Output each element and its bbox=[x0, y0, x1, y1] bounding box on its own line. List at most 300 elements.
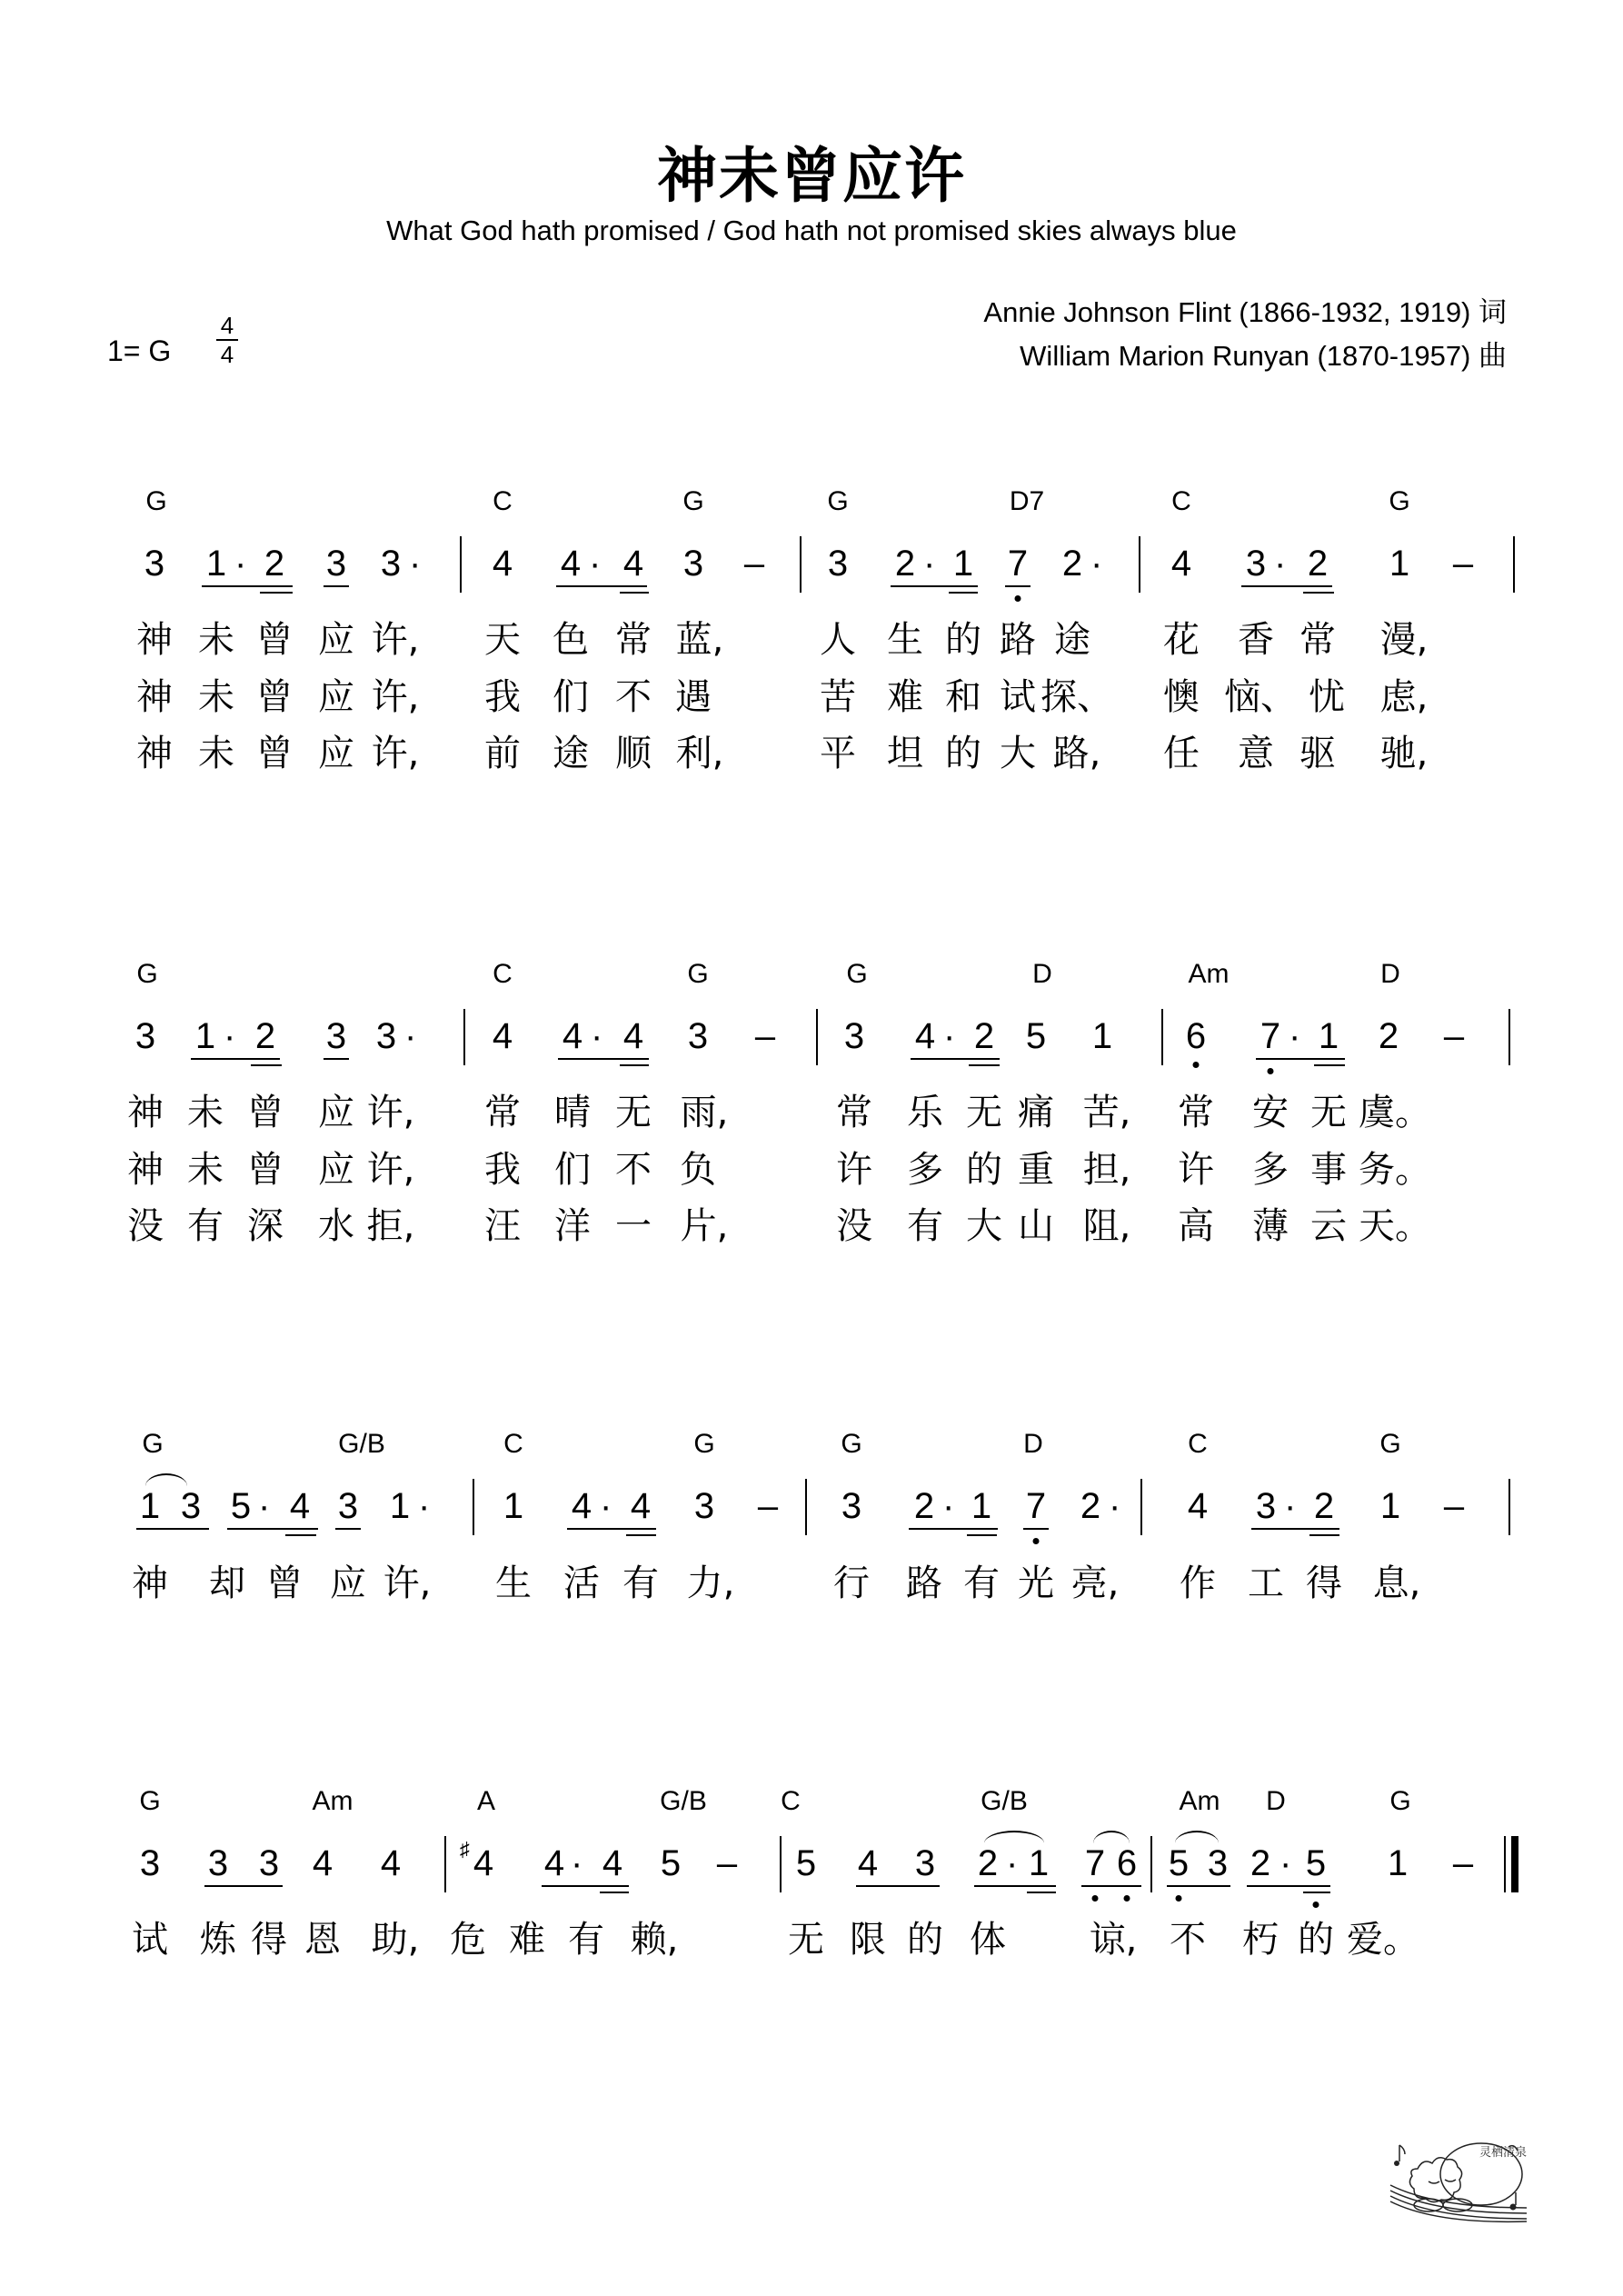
lyric-char: 天。 bbox=[1359, 1205, 1431, 1247]
chord-symbol: C bbox=[1171, 486, 1191, 516]
lyric-char: 一 bbox=[615, 1205, 652, 1247]
lyric-char: 坦 bbox=[887, 733, 923, 774]
chord-symbol: G bbox=[682, 486, 704, 516]
note: 7 bbox=[1025, 1486, 1047, 1526]
lyric-char: 许, bbox=[371, 619, 420, 661]
note: 3 bbox=[693, 1486, 715, 1526]
lyric-char: 亮, bbox=[1070, 1562, 1120, 1604]
lyric-char: 未 bbox=[198, 733, 234, 774]
lyric-char: 路, bbox=[1052, 733, 1101, 774]
augmentation-dot: · bbox=[600, 1486, 612, 1526]
lyric-char: 安 bbox=[1252, 1092, 1289, 1133]
note: 3 bbox=[1255, 1486, 1277, 1526]
dash-extension: – bbox=[1443, 1486, 1465, 1526]
lyric-char: 恼、 bbox=[1224, 676, 1297, 718]
lyric-char: 高 bbox=[1178, 1205, 1214, 1247]
barline bbox=[780, 1836, 782, 1892]
note: 2 bbox=[1080, 1486, 1101, 1526]
lyric-char: 生 bbox=[495, 1562, 532, 1604]
note: 4 bbox=[562, 1016, 583, 1056]
slur-tie bbox=[1175, 1831, 1219, 1843]
augmentation-dot: · bbox=[589, 544, 602, 584]
dash-extension: – bbox=[1452, 1843, 1474, 1883]
duration-underline bbox=[191, 1058, 280, 1060]
time-sig-bottom: 4 bbox=[220, 341, 234, 368]
lyric-char: 的 bbox=[1298, 1919, 1334, 1961]
lyric-char: 应 bbox=[318, 733, 354, 774]
duration-underline bbox=[1005, 585, 1031, 587]
note: 3 bbox=[337, 1486, 359, 1526]
chord-symbol: G bbox=[687, 959, 709, 989]
chord-symbol: G bbox=[1389, 486, 1410, 516]
note: 1 bbox=[1028, 1843, 1050, 1883]
lyric-char: 行 bbox=[833, 1562, 870, 1604]
duration-underline bbox=[204, 1885, 283, 1887]
lyric-char: 有 bbox=[187, 1205, 224, 1247]
lyric-char: 苦 bbox=[820, 676, 856, 718]
note: 5 bbox=[660, 1843, 682, 1883]
augmentation-dot: · bbox=[943, 1016, 956, 1056]
lyric-char: 神 bbox=[136, 619, 173, 661]
note: 1 bbox=[1379, 1486, 1401, 1526]
note: 3 bbox=[914, 1843, 936, 1883]
logo-text: 灵栖清泉 bbox=[1479, 2146, 1528, 2160]
lyric-char: 无 bbox=[615, 1092, 652, 1133]
duration-underline bbox=[1081, 1885, 1141, 1887]
lyric-char: 许, bbox=[383, 1562, 432, 1604]
lyric-char: 水 bbox=[318, 1205, 354, 1247]
lyric-char: 和 bbox=[945, 676, 981, 718]
final-barline-thick bbox=[1511, 1836, 1518, 1892]
lyric-char: 许, bbox=[366, 1092, 415, 1133]
lyric-char: 爱。 bbox=[1347, 1919, 1419, 1961]
lyric-char: 朽 bbox=[1242, 1919, 1279, 1961]
lyric-char: 曾 bbox=[256, 619, 293, 661]
note: 4 bbox=[543, 1843, 565, 1883]
augmentation-dot: · bbox=[404, 1016, 417, 1056]
lyricist-credit: Annie Johnson Flint (1866-1932, 1919) 词 bbox=[983, 296, 1507, 328]
augmentation-dot: · bbox=[1090, 544, 1103, 584]
low-octave-dot bbox=[1313, 1902, 1319, 1908]
lyric-char: 试 bbox=[1000, 676, 1036, 718]
lyric-char: 路 bbox=[906, 1562, 942, 1604]
lyric-char: 的 bbox=[945, 619, 981, 661]
lyric-char: 晴 bbox=[554, 1092, 591, 1133]
chord-symbol: C bbox=[493, 959, 513, 989]
lyric-char: 体 bbox=[970, 1919, 1006, 1961]
note: 4 bbox=[914, 1016, 936, 1056]
note: 5 bbox=[1025, 1016, 1047, 1056]
lyric-char: 遇 bbox=[675, 676, 712, 718]
augmentation-dot: · bbox=[234, 544, 247, 584]
note: 2 bbox=[973, 1016, 995, 1056]
slur-tie bbox=[145, 1473, 187, 1486]
lyric-char: 不 bbox=[1170, 1919, 1206, 1961]
duration-underline bbox=[620, 592, 649, 594]
lyric-char: 没 bbox=[127, 1205, 164, 1247]
lyric-char: 忧 bbox=[1309, 676, 1345, 718]
dash-extension: – bbox=[1443, 1016, 1465, 1056]
slur-tie bbox=[984, 1831, 1044, 1843]
lyric-char: 事 bbox=[1310, 1149, 1347, 1191]
lyric-char: 人 bbox=[820, 619, 856, 661]
chord-symbol: G bbox=[142, 1429, 164, 1459]
duration-underline bbox=[911, 1058, 1000, 1060]
note: 3 bbox=[687, 1016, 709, 1056]
lyric-char: 工 bbox=[1248, 1562, 1284, 1604]
lyric-char: 常 bbox=[615, 619, 652, 661]
lyric-char: 神 bbox=[127, 1149, 164, 1191]
lyric-char: 曾 bbox=[247, 1092, 284, 1133]
note: 7 bbox=[1260, 1016, 1281, 1056]
chord-symbol: G/B bbox=[981, 1786, 1028, 1816]
lyric-char: 我 bbox=[484, 1149, 521, 1191]
low-octave-dot bbox=[1033, 1538, 1040, 1544]
note: 4 bbox=[1187, 1486, 1209, 1526]
note: 4 bbox=[602, 1843, 623, 1883]
duration-underline bbox=[1023, 1528, 1049, 1530]
note: 4 bbox=[571, 1486, 592, 1526]
augmentation-dot: · bbox=[923, 544, 936, 584]
note: 4 bbox=[473, 1843, 494, 1883]
lyric-char: 没 bbox=[836, 1205, 872, 1247]
barline bbox=[816, 1009, 818, 1065]
lyric-char: 神 bbox=[132, 1562, 168, 1604]
note: 2 bbox=[1313, 1486, 1335, 1526]
note: 6 bbox=[1116, 1843, 1138, 1883]
chord-symbol: C bbox=[493, 486, 513, 516]
note: 3 bbox=[841, 1486, 862, 1526]
note: 1 bbox=[1318, 1016, 1339, 1056]
lyric-char: 神 bbox=[136, 733, 173, 774]
duration-underline bbox=[324, 1058, 349, 1060]
augmentation-dot: · bbox=[409, 544, 422, 584]
lyric-char: 任 bbox=[1163, 733, 1200, 774]
note: 7 bbox=[1007, 544, 1029, 584]
note: 7 bbox=[1084, 1843, 1106, 1883]
note: 1 bbox=[1091, 1016, 1113, 1056]
lyric-char: 应 bbox=[330, 1562, 366, 1604]
note: 2 bbox=[264, 544, 285, 584]
lyric-char: 未 bbox=[187, 1149, 224, 1191]
chord-symbol: G bbox=[693, 1429, 715, 1459]
lyric-char: 花 bbox=[1163, 619, 1200, 661]
duration-underline bbox=[136, 1528, 209, 1530]
augmentation-dot: · bbox=[418, 1486, 431, 1526]
augmentation-dot: · bbox=[1289, 1016, 1301, 1056]
chord-symbol: Am bbox=[312, 1786, 353, 1816]
note: 3 bbox=[139, 1843, 161, 1883]
note: 4 bbox=[1170, 544, 1192, 584]
lyric-char: 有 bbox=[963, 1562, 1000, 1604]
lyric-char: 曾 bbox=[256, 676, 293, 718]
note: 1 bbox=[952, 544, 974, 584]
note: 5 bbox=[795, 1843, 817, 1883]
time-signature bbox=[216, 313, 238, 367]
augmentation-dot: · bbox=[942, 1486, 955, 1526]
lyric-char: 多 bbox=[907, 1149, 943, 1191]
chord-symbol: Am bbox=[1188, 959, 1230, 989]
note: 3 bbox=[682, 544, 704, 584]
lyric-char: 洋 bbox=[554, 1205, 591, 1247]
lyric-char: 助, bbox=[371, 1919, 420, 1961]
lyric-char: 大 bbox=[966, 1205, 1002, 1247]
barline bbox=[473, 1479, 474, 1535]
duration-underline bbox=[909, 1528, 998, 1530]
note: 3 bbox=[1207, 1843, 1229, 1883]
composer-credit: William Marion Runyan (1870-1957) 曲 bbox=[1020, 340, 1507, 372]
chord-symbol: G bbox=[1389, 1786, 1411, 1816]
note: 2 bbox=[1250, 1843, 1271, 1883]
lyric-char: 山 bbox=[1018, 1205, 1054, 1247]
lyric-char: 的 bbox=[945, 733, 981, 774]
lyric-char: 云 bbox=[1310, 1205, 1347, 1247]
lyric-char: 有 bbox=[568, 1919, 604, 1961]
lyric-char: 天 bbox=[484, 619, 521, 661]
note: 2 bbox=[1307, 544, 1329, 584]
note: 2 bbox=[254, 1016, 276, 1056]
chord-symbol: D7 bbox=[1009, 486, 1045, 516]
lyric-char: 我 bbox=[484, 676, 521, 718]
lyric-char: 作 bbox=[1180, 1562, 1216, 1604]
note: 2 bbox=[977, 1843, 999, 1883]
augmentation-dot: · bbox=[1284, 1486, 1297, 1526]
lyric-char: 汪 bbox=[484, 1205, 521, 1247]
lyric-char: 们 bbox=[554, 1149, 591, 1191]
note: 5 bbox=[1168, 1843, 1190, 1883]
duration-underline bbox=[202, 585, 293, 587]
lyric-char: 意 bbox=[1238, 733, 1274, 774]
lyric-char: 漫, bbox=[1379, 619, 1429, 661]
barline bbox=[444, 1836, 446, 1892]
note: 3 bbox=[144, 544, 165, 584]
lyric-char: 未 bbox=[198, 676, 234, 718]
lyric-char: 路 bbox=[1000, 619, 1036, 661]
lyric-char: 无 bbox=[1310, 1092, 1347, 1133]
chord-symbol: G bbox=[846, 959, 868, 989]
duration-underline bbox=[285, 1534, 316, 1536]
dash-extension: – bbox=[1452, 544, 1474, 584]
note: 1 bbox=[139, 1486, 161, 1526]
note: 4 bbox=[380, 1843, 402, 1883]
lyric-char: 痛 bbox=[1018, 1092, 1054, 1133]
slur-tie bbox=[1093, 1831, 1130, 1843]
lyric-char: 未 bbox=[198, 619, 234, 661]
lyric-char: 谅, bbox=[1089, 1919, 1138, 1961]
duration-underline bbox=[891, 585, 978, 587]
augmentation-dot: · bbox=[1274, 544, 1287, 584]
lyric-char: 无 bbox=[966, 1092, 1002, 1133]
duration-underline bbox=[335, 1528, 361, 1530]
lyric-char: 试 bbox=[132, 1919, 168, 1961]
chord-symbol: D bbox=[1266, 1786, 1286, 1816]
lyric-char: 多 bbox=[1252, 1149, 1289, 1191]
lyric-char: 虞。 bbox=[1359, 1092, 1431, 1133]
augmentation-dot: · bbox=[591, 1016, 603, 1056]
chord-symbol: G bbox=[145, 486, 167, 516]
chord-symbol: G bbox=[1379, 1429, 1401, 1459]
lyric-char: 曾 bbox=[256, 733, 293, 774]
lyric-char: 许, bbox=[371, 733, 420, 774]
duration-underline bbox=[949, 592, 978, 594]
note: 2 bbox=[1061, 544, 1083, 584]
lyric-char: 危 bbox=[450, 1919, 486, 1961]
lyric-char: 赖, bbox=[630, 1919, 679, 1961]
note: 1 bbox=[1389, 544, 1410, 584]
note: 4 bbox=[560, 544, 582, 584]
note: 3 bbox=[325, 1016, 347, 1056]
lyric-char: 蓝, bbox=[675, 619, 724, 661]
note: 1 bbox=[205, 544, 227, 584]
barline bbox=[805, 1479, 807, 1535]
barline bbox=[1140, 1479, 1142, 1535]
song-subtitle: What God hath promised / God hath not promised skies always blue bbox=[386, 215, 1237, 246]
note: 4 bbox=[312, 1843, 334, 1883]
chord-symbol: D bbox=[1023, 1429, 1043, 1459]
barline bbox=[1513, 536, 1515, 593]
lyric-char: 未 bbox=[187, 1092, 224, 1133]
lyric-char: 不 bbox=[615, 1149, 652, 1191]
note: 3 bbox=[134, 1016, 156, 1056]
lyric-char: 苦, bbox=[1082, 1092, 1131, 1133]
lyric-char: 难 bbox=[509, 1919, 545, 1961]
augmentation-dot: · bbox=[258, 1486, 271, 1526]
note: 3 bbox=[325, 544, 347, 584]
note: 4 bbox=[622, 544, 644, 584]
lyric-char: 应 bbox=[318, 619, 354, 661]
lyric-char: 负 bbox=[680, 1149, 716, 1191]
lyric-char: 平 bbox=[820, 733, 856, 774]
lyric-char: 息, bbox=[1372, 1562, 1421, 1604]
lyric-char: 神 bbox=[136, 676, 173, 718]
note: 1 bbox=[1387, 1843, 1409, 1883]
duration-underline bbox=[542, 1885, 629, 1887]
lyric-char: 务。 bbox=[1359, 1149, 1431, 1191]
duration-underline bbox=[856, 1885, 940, 1887]
lyric-char: 常 bbox=[1178, 1092, 1214, 1133]
note: 3 bbox=[827, 544, 849, 584]
lyric-char: 担, bbox=[1082, 1149, 1131, 1191]
lyric-char: 的 bbox=[966, 1149, 1002, 1191]
duration-underline bbox=[251, 1064, 282, 1066]
chord-symbol: G bbox=[136, 959, 158, 989]
dash-extension: – bbox=[754, 1016, 776, 1056]
note: 2 bbox=[1378, 1016, 1399, 1056]
lyric-char: 虑, bbox=[1379, 676, 1429, 718]
chord-symbol: D bbox=[1032, 959, 1052, 989]
lyric-char: 应 bbox=[318, 1149, 354, 1191]
lyric-char: 活 bbox=[563, 1562, 600, 1604]
final-barline-thin bbox=[1504, 1836, 1506, 1892]
augmentation-dot: · bbox=[1279, 1843, 1292, 1883]
duration-underline bbox=[1309, 1534, 1339, 1536]
lyric-char: 常 bbox=[484, 1092, 521, 1133]
chord-symbol: G bbox=[139, 1786, 161, 1816]
lyric-char: 常 bbox=[836, 1092, 872, 1133]
lyric-char: 拒, bbox=[366, 1205, 415, 1247]
duration-underline bbox=[260, 592, 293, 594]
song-title: 神未曾应许 bbox=[657, 141, 966, 211]
key-signature: 1= G bbox=[107, 334, 172, 367]
lyric-char: 色 bbox=[553, 619, 589, 661]
low-octave-dot bbox=[1268, 1068, 1274, 1074]
note: 6 bbox=[1185, 1016, 1207, 1056]
lyric-char: 却 bbox=[209, 1562, 245, 1604]
lyric-char: 有 bbox=[907, 1205, 943, 1247]
note: 3 bbox=[843, 1016, 865, 1056]
lyric-char: 不 bbox=[615, 676, 652, 718]
barline bbox=[800, 536, 802, 593]
barline bbox=[1161, 1009, 1163, 1065]
lyric-char: 们 bbox=[553, 676, 589, 718]
note: 5 bbox=[1305, 1843, 1327, 1883]
note: 1 bbox=[503, 1486, 524, 1526]
chord-symbol: Am bbox=[1179, 1786, 1220, 1816]
lyric-char: 深 bbox=[247, 1205, 284, 1247]
duration-underline bbox=[974, 1885, 1056, 1887]
barline bbox=[1508, 1479, 1510, 1535]
duration-underline bbox=[1167, 1885, 1230, 1887]
lyric-char: 途 bbox=[553, 733, 589, 774]
duration-underline bbox=[1027, 1892, 1056, 1893]
duration-underline bbox=[1256, 1058, 1345, 1060]
lyric-char: 生 bbox=[887, 619, 923, 661]
note: 3 bbox=[380, 544, 402, 584]
note: 5 bbox=[230, 1486, 252, 1526]
barline bbox=[1139, 536, 1140, 593]
time-sig-top: 4 bbox=[220, 312, 234, 339]
augmentation-dot: · bbox=[1109, 1486, 1121, 1526]
barline bbox=[463, 1009, 465, 1065]
barline bbox=[460, 536, 462, 593]
low-octave-dot bbox=[1015, 595, 1021, 602]
lyric-char: 难 bbox=[887, 676, 923, 718]
duration-underline bbox=[626, 1534, 656, 1536]
lyric-char: 许 bbox=[1178, 1149, 1214, 1191]
barline bbox=[1150, 1836, 1152, 1892]
duration-underline bbox=[1314, 1064, 1345, 1066]
lyric-char: 驰, bbox=[1379, 733, 1429, 774]
note: 1 bbox=[971, 1486, 992, 1526]
lyric-char: 片, bbox=[680, 1205, 729, 1247]
lyric-char: 应 bbox=[318, 676, 354, 718]
lyric-char: 得 bbox=[1306, 1562, 1342, 1604]
chord-symbol: G bbox=[841, 1429, 862, 1459]
note: 4 bbox=[492, 1016, 513, 1056]
lyric-char: 力, bbox=[686, 1562, 735, 1604]
duration-underline bbox=[967, 1534, 997, 1536]
chord-symbol: C bbox=[503, 1429, 523, 1459]
barline bbox=[1508, 1009, 1510, 1065]
chord-symbol: C bbox=[781, 1786, 801, 1816]
lyric-char: 乐 bbox=[907, 1092, 943, 1133]
chord-symbol: G/B bbox=[338, 1429, 385, 1459]
lyric-char: 的 bbox=[907, 1919, 943, 1961]
note: 3 bbox=[207, 1843, 229, 1883]
note: 3 bbox=[258, 1843, 280, 1883]
chord-symbol: G bbox=[827, 486, 849, 516]
chord-symbol: C bbox=[1188, 1429, 1208, 1459]
dash-extension: – bbox=[757, 1486, 779, 1526]
lyric-char: 有 bbox=[622, 1562, 659, 1604]
note: 4 bbox=[857, 1843, 879, 1883]
sleeping-sheep-icon bbox=[1381, 2127, 1536, 2227]
logo bbox=[1381, 2127, 1536, 2227]
duration-underline bbox=[567, 1528, 656, 1530]
dash-extension: – bbox=[716, 1843, 738, 1883]
lyric-char: 重 bbox=[1018, 1149, 1054, 1191]
lyric-char: 阻, bbox=[1082, 1205, 1131, 1247]
